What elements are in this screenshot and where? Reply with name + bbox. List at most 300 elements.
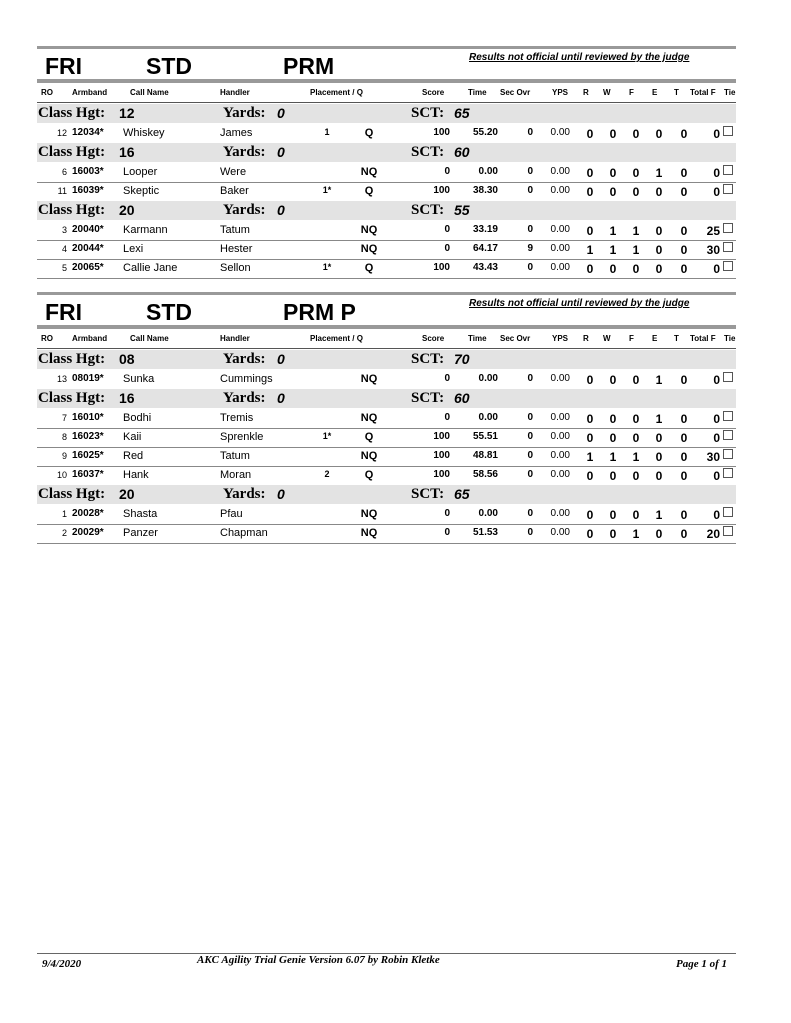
- column-header-tf: Tie: [724, 88, 736, 97]
- total-faults: 20: [706, 527, 720, 541]
- seconds-over: 0: [527, 508, 533, 519]
- time: 33.19: [472, 224, 498, 235]
- total-faults: 0: [713, 262, 720, 276]
- official-note: Results not official until reviewed by the judge: [469, 298, 690, 309]
- yards-per-second: 0.00: [550, 185, 570, 196]
- result-row: [37, 240, 736, 260]
- official-note: Results not official until reviewed by the judge: [469, 52, 690, 63]
- handler: Sellon: [220, 262, 251, 274]
- handler: Pfau: [220, 508, 243, 520]
- result-row: [37, 259, 736, 279]
- qualifying: NQ: [360, 508, 378, 520]
- faults: 0: [632, 508, 640, 522]
- sct-label: SCT:: [411, 105, 445, 121]
- time: 0.00: [478, 508, 498, 519]
- score: 0: [444, 243, 450, 254]
- class-height-value: 16: [119, 144, 135, 160]
- eliminations: 0: [655, 224, 663, 238]
- eliminations: 0: [655, 469, 663, 483]
- seconds-over: 0: [527, 262, 533, 273]
- yards-value: 0: [277, 390, 285, 406]
- run-order: 6: [61, 167, 67, 177]
- refusals: 0: [586, 224, 594, 238]
- time: 51.53: [472, 527, 498, 538]
- column-header-sec: YPS: [552, 88, 569, 97]
- score: 0: [444, 527, 450, 538]
- class-type-title: STD: [146, 53, 192, 79]
- tie-checkbox[interactable]: [723, 468, 733, 478]
- eliminations: 1: [655, 508, 663, 522]
- faults: 1: [632, 243, 640, 257]
- time: 0.00: [478, 412, 498, 423]
- handler: Moran: [220, 469, 252, 481]
- eliminations: 1: [655, 412, 663, 426]
- yards-per-second: 0.00: [550, 508, 570, 519]
- yards-label: Yards:: [223, 202, 266, 218]
- column-header-call: Call Name: [130, 334, 169, 343]
- sct-value: 60: [454, 390, 470, 406]
- score: 100: [433, 450, 450, 461]
- class-height-row: [37, 143, 736, 162]
- time: 48.81: [472, 450, 498, 461]
- call-name: Lexi: [123, 243, 144, 255]
- yards-label: Yards:: [223, 390, 266, 406]
- tie-checkbox[interactable]: [723, 507, 733, 517]
- seconds-over: 0: [527, 166, 533, 177]
- armband: 12034*: [72, 127, 104, 138]
- column-header-underline: [37, 348, 736, 349]
- refusals: 0: [586, 508, 594, 522]
- class-height-label: Class Hgt:: [38, 390, 106, 406]
- wrong-courses: 0: [609, 185, 617, 199]
- column-header-t: Total F: [690, 334, 716, 343]
- faults: 0: [632, 431, 640, 445]
- section-header-bar: [37, 325, 736, 329]
- yards-per-second: 0.00: [550, 262, 570, 273]
- class-height-value: 12: [119, 105, 135, 121]
- wrong-courses: 0: [609, 431, 617, 445]
- tie-checkbox[interactable]: [723, 449, 733, 459]
- time: 55.51: [472, 431, 498, 442]
- class-height-label: Class Hgt:: [38, 486, 106, 502]
- column-header-underline: [37, 102, 736, 103]
- score: 0: [444, 166, 450, 177]
- call-name: Karmann: [123, 224, 168, 236]
- total-faults: 25: [706, 224, 720, 238]
- placement: 1*: [322, 185, 332, 195]
- footer-date: 9/4/2020: [42, 958, 82, 970]
- tie-checkbox[interactable]: [723, 165, 733, 175]
- call-name: Kaii: [123, 431, 142, 443]
- column-header-hand: Handler: [220, 334, 250, 343]
- column-header-time: Sec Ovr: [500, 334, 531, 343]
- run-order: 3: [61, 225, 67, 235]
- table-faults: 0: [680, 224, 688, 238]
- time: 38.30: [472, 185, 498, 196]
- score: 100: [433, 431, 450, 442]
- column-header-ro: RO: [41, 334, 53, 343]
- tie-checkbox[interactable]: [723, 411, 733, 421]
- call-name: Shasta: [123, 508, 158, 520]
- handler: Sprenkle: [220, 431, 264, 443]
- score: 100: [433, 185, 450, 196]
- eliminations: 0: [655, 262, 663, 276]
- footer-page: Page 1 of 1: [676, 958, 728, 970]
- yards-per-second: 0.00: [550, 166, 570, 177]
- total-faults: 0: [713, 166, 720, 180]
- faults: 0: [632, 166, 640, 180]
- table-faults: 0: [680, 450, 688, 464]
- seconds-over: 0: [527, 450, 533, 461]
- seconds-over: 0: [527, 127, 533, 138]
- sct-value: 65: [454, 105, 470, 121]
- faults: 0: [632, 373, 640, 387]
- column-header-place: Placement / Q: [310, 334, 363, 343]
- class-height-label: Class Hgt:: [38, 144, 106, 160]
- placement: 2: [324, 469, 330, 479]
- yards-label: Yards:: [223, 105, 266, 121]
- wrong-courses: 0: [609, 373, 617, 387]
- table-faults: 0: [680, 527, 688, 541]
- seconds-over: 9: [527, 243, 533, 254]
- yards-label: Yards:: [223, 351, 266, 367]
- wrong-courses: 0: [609, 412, 617, 426]
- day-title: FRI: [45, 299, 83, 325]
- total-faults: 0: [713, 373, 720, 387]
- eliminations: 1: [655, 373, 663, 387]
- qualifying: NQ: [360, 527, 378, 539]
- armband: 16037*: [72, 469, 104, 480]
- faults: 0: [632, 185, 640, 199]
- run-order: 11: [57, 186, 67, 196]
- section-top-bar: [37, 292, 736, 295]
- class-height-value: 16: [119, 390, 135, 406]
- time: 0.00: [478, 373, 498, 384]
- refusals: 0: [586, 373, 594, 387]
- qualifying: Q: [364, 185, 374, 197]
- class-height-row: [37, 350, 736, 369]
- sct-value: 70: [454, 351, 470, 367]
- qualifying: NQ: [360, 243, 378, 255]
- wrong-courses: 1: [609, 243, 617, 257]
- sct-value: 60: [454, 144, 470, 160]
- run-order: 7: [61, 413, 67, 423]
- call-name: Bodhi: [123, 412, 152, 424]
- armband: 20029*: [72, 527, 104, 538]
- table-faults: 0: [680, 127, 688, 141]
- table-faults: 0: [680, 262, 688, 276]
- refusals: 0: [586, 127, 594, 141]
- seconds-over: 0: [527, 185, 533, 196]
- score: 100: [433, 262, 450, 273]
- section-top-bar: [37, 46, 736, 49]
- eliminations: 1: [655, 166, 663, 180]
- armband: 08019*: [72, 373, 104, 384]
- column-header-row: [37, 332, 736, 346]
- table-faults: 0: [680, 166, 688, 180]
- score: 100: [433, 127, 450, 138]
- section-header-bar: [37, 79, 736, 83]
- yards-per-second: 0.00: [550, 373, 570, 384]
- time: 58.56: [472, 469, 498, 480]
- faults: 0: [632, 412, 640, 426]
- column-header-q: Score: [422, 88, 445, 97]
- class-height-label: Class Hgt:: [38, 105, 106, 121]
- call-name: Panzer: [123, 527, 158, 539]
- table-faults: 0: [680, 431, 688, 445]
- seconds-over: 0: [527, 224, 533, 235]
- handler: Tatum: [220, 224, 250, 236]
- tie-checkbox[interactable]: [723, 126, 733, 136]
- total-faults: 0: [713, 431, 720, 445]
- refusals: 0: [586, 412, 594, 426]
- qualifying: Q: [364, 431, 374, 443]
- handler: Were: [220, 166, 247, 178]
- call-name: Looper: [123, 166, 158, 178]
- time: 43.43: [472, 262, 498, 273]
- result-row: [37, 182, 736, 202]
- sct-label: SCT:: [411, 486, 445, 502]
- sct-value: 55: [454, 202, 470, 218]
- qualifying: NQ: [360, 373, 378, 385]
- table-faults: 0: [680, 373, 688, 387]
- score: 0: [444, 373, 450, 384]
- score: 0: [444, 508, 450, 519]
- sct-label: SCT:: [411, 390, 445, 406]
- total-faults: 0: [713, 412, 720, 426]
- table-faults: 0: [680, 508, 688, 522]
- column-header-arm: Armband: [72, 88, 108, 97]
- run-order: 13: [56, 374, 67, 384]
- tie-checkbox[interactable]: [723, 526, 733, 536]
- eliminations: 0: [655, 185, 663, 199]
- handler: Hester: [220, 243, 253, 255]
- call-name: Callie Jane: [123, 262, 178, 274]
- armband: 16023*: [72, 431, 104, 442]
- sct-label: SCT:: [411, 202, 445, 218]
- qualifying: NQ: [360, 412, 378, 424]
- eliminations: 0: [655, 431, 663, 445]
- yards-per-second: 0.00: [550, 224, 570, 235]
- yards-value: 0: [277, 351, 285, 367]
- call-name: Sunka: [123, 373, 155, 385]
- column-header-t: Total F: [690, 88, 716, 97]
- eliminations: 0: [655, 527, 663, 541]
- run-order: 1: [61, 509, 67, 519]
- total-faults: 0: [713, 185, 720, 199]
- qualifying: Q: [364, 127, 374, 139]
- qualifying: NQ: [360, 450, 378, 462]
- result-row: [37, 428, 736, 448]
- faults: 0: [632, 469, 640, 483]
- qualifying: NQ: [360, 166, 378, 178]
- wrong-courses: 0: [609, 166, 617, 180]
- run-order: 4: [61, 244, 67, 254]
- score: 0: [444, 412, 450, 423]
- yards-per-second: 0.00: [550, 469, 570, 480]
- handler: Cummings: [220, 373, 273, 385]
- column-header-call: Call Name: [130, 88, 169, 97]
- level-title: PRM: [283, 53, 335, 79]
- refusals: 0: [586, 431, 594, 445]
- table-faults: 0: [680, 185, 688, 199]
- class-height-row: [37, 104, 736, 123]
- tie-checkbox[interactable]: [723, 372, 733, 382]
- qualifying: Q: [364, 262, 374, 274]
- placement: 1*: [322, 262, 332, 272]
- faults: 1: [632, 224, 640, 238]
- score: 100: [433, 469, 450, 480]
- class-height-value: 20: [119, 202, 135, 218]
- class-height-value: 20: [119, 486, 135, 502]
- tie-checkbox[interactable]: [723, 184, 733, 194]
- column-header-time: Sec Ovr: [500, 88, 531, 97]
- wrong-courses: 0: [609, 508, 617, 522]
- result-row: [37, 409, 736, 429]
- result-row: [37, 163, 736, 183]
- refusals: 0: [586, 166, 594, 180]
- yards-value: 0: [277, 202, 285, 218]
- refusals: 1: [586, 243, 594, 257]
- result-row: [37, 447, 736, 467]
- class-height-row: [37, 485, 736, 504]
- column-header-w: F: [629, 334, 634, 343]
- column-header-place: Placement / Q: [310, 88, 363, 97]
- eliminations: 0: [655, 243, 663, 257]
- column-header-f: E: [652, 88, 658, 97]
- faults: 0: [632, 127, 640, 141]
- wrong-courses: 0: [609, 469, 617, 483]
- column-header-yps: R: [583, 334, 589, 343]
- faults: 0: [632, 262, 640, 276]
- qualifying: NQ: [360, 224, 378, 236]
- armband: 20044*: [72, 243, 104, 254]
- armband: 16010*: [72, 412, 104, 423]
- tie-checkbox[interactable]: [723, 261, 733, 271]
- wrong-courses: 0: [609, 127, 617, 141]
- column-header-hand: Handler: [220, 88, 250, 97]
- column-header-score: Time: [468, 334, 487, 343]
- column-header-q: Score: [422, 334, 445, 343]
- column-header-e: T: [674, 334, 679, 343]
- placement: 1: [324, 127, 330, 137]
- armband: 16039*: [72, 185, 104, 196]
- column-header-yps: R: [583, 88, 589, 97]
- yards-per-second: 0.00: [550, 431, 570, 442]
- yards-label: Yards:: [223, 144, 266, 160]
- armband: 16003*: [72, 166, 104, 177]
- footer-version: AKC Agility Trial Genie Version 6.07 by Robin Kletke: [197, 954, 440, 966]
- sct-label: SCT:: [411, 351, 445, 367]
- class-type-title: STD: [146, 299, 192, 325]
- run-order: 10: [56, 470, 67, 480]
- column-header-f: E: [652, 334, 658, 343]
- refusals: 0: [586, 262, 594, 276]
- handler: Tatum: [220, 450, 250, 462]
- total-faults: 30: [706, 450, 720, 464]
- yards-per-second: 0.00: [550, 450, 570, 461]
- column-header-score: Time: [468, 88, 487, 97]
- yards-per-second: 0.00: [550, 412, 570, 423]
- tie-checkbox[interactable]: [723, 430, 733, 440]
- yards-label: Yards:: [223, 486, 266, 502]
- column-header-w: F: [629, 88, 634, 97]
- eliminations: 0: [655, 450, 663, 464]
- total-faults: 0: [713, 469, 720, 483]
- handler: Tremis: [220, 412, 254, 424]
- seconds-over: 0: [527, 527, 533, 538]
- result-row: [37, 370, 736, 390]
- wrong-courses: 0: [609, 527, 617, 541]
- class-height-row: [37, 389, 736, 408]
- run-order: 9: [61, 451, 67, 461]
- wrong-courses: 1: [609, 450, 617, 464]
- total-faults: 0: [713, 508, 720, 522]
- tie-checkbox[interactable]: [723, 242, 733, 252]
- faults: 1: [632, 527, 640, 541]
- total-faults: 30: [706, 243, 720, 257]
- armband: 16025*: [72, 450, 104, 461]
- seconds-over: 0: [527, 373, 533, 384]
- armband: 20065*: [72, 262, 104, 273]
- time: 0.00: [478, 166, 498, 177]
- seconds-over: 0: [527, 431, 533, 442]
- column-header-r: W: [603, 88, 611, 97]
- call-name: Skeptic: [123, 185, 160, 197]
- refusals: 0: [586, 185, 594, 199]
- level-title: PRM P: [283, 299, 356, 325]
- eliminations: 0: [655, 127, 663, 141]
- armband: 20028*: [72, 508, 104, 519]
- tie-checkbox[interactable]: [723, 223, 733, 233]
- table-faults: 0: [680, 412, 688, 426]
- run-order: 12: [56, 128, 67, 138]
- class-height-label: Class Hgt:: [38, 202, 106, 218]
- column-header-e: T: [674, 88, 679, 97]
- yards-per-second: 0.00: [550, 127, 570, 138]
- time: 64.17: [472, 243, 498, 254]
- qualifying: Q: [364, 469, 374, 481]
- handler: James: [220, 127, 253, 139]
- placement: 1*: [322, 431, 332, 441]
- armband: 20040*: [72, 224, 104, 235]
- result-row: [37, 124, 736, 144]
- result-row: [37, 466, 736, 486]
- result-row: [37, 505, 736, 525]
- sct-value: 65: [454, 486, 470, 502]
- table-faults: 0: [680, 469, 688, 483]
- column-header-r: W: [603, 334, 611, 343]
- yards-value: 0: [277, 144, 285, 160]
- wrong-courses: 0: [609, 262, 617, 276]
- table-faults: 0: [680, 243, 688, 257]
- result-row: [37, 221, 736, 241]
- column-header-ro: RO: [41, 88, 53, 97]
- faults: 1: [632, 450, 640, 464]
- seconds-over: 0: [527, 469, 533, 480]
- column-header-tf: Tie: [724, 334, 736, 343]
- refusals: 0: [586, 469, 594, 483]
- yards-per-second: 0.00: [550, 243, 570, 254]
- sct-label: SCT:: [411, 144, 445, 160]
- yards-per-second: 0.00: [550, 527, 570, 538]
- yards-value: 0: [277, 105, 285, 121]
- total-faults: 0: [713, 127, 720, 141]
- refusals: 0: [586, 527, 594, 541]
- class-height-label: Class Hgt:: [38, 351, 106, 367]
- column-header-arm: Armband: [72, 334, 108, 343]
- class-height-value: 08: [119, 351, 135, 367]
